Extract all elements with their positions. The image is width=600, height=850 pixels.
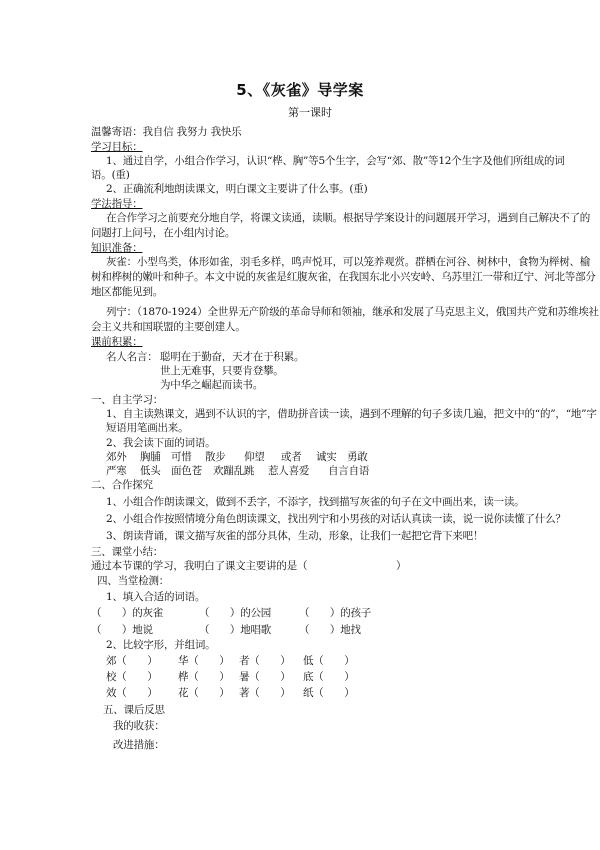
compare-item: 纸（ ）: [303, 687, 355, 699]
word-item: 面色苍: [171, 465, 202, 477]
reflection-improve: 改进措施：: [113, 739, 165, 751]
section1-line-1: 1、自主读熟课文，遇到不认识的字，借助拼音读一读，遇到不理解的句子多读几遍，把文中的“的”，“地”字: [106, 408, 597, 420]
section2-item-2: 2、小组合作按照情境分角色朗读课文，找出列宁和小男孩的对话认真读一读，说一说你读懂了什么？: [106, 513, 566, 525]
word-item: 惹人喜爱: [268, 465, 310, 477]
fill-blank-item: （ ）的公园: [199, 607, 272, 619]
objective-line-1: 1、通过自学，小组合作学习，认识“桦、胸”等5个生字，会写“郊、散”等12个生字及他们所组成的词: [106, 155, 565, 167]
quote-1: 聪明在于勤奋，天才在于积累。: [160, 351, 305, 363]
section1-line-1b: 短语用笔画出来。: [106, 422, 189, 434]
word-item: 郊外: [106, 451, 127, 463]
fill-question: 1、填入合适的词语。: [106, 591, 206, 603]
compare-item: 暑（ ）: [239, 671, 291, 683]
motto-line: 温馨寄语：我自信 我努力 我快乐: [91, 126, 242, 138]
knowledge-line-5: 会主义共和国联盟的主要创建人。: [91, 321, 246, 333]
section4-heading: 四、当堂检测：: [97, 575, 170, 587]
word-item: 或者: [281, 451, 302, 463]
word-item: 欢蹦乱跳: [213, 465, 255, 477]
word-item: 胸脯: [140, 451, 161, 463]
word-item: 可惜: [171, 451, 192, 463]
section2-heading: 二、合作探究: [91, 479, 153, 491]
knowledge-line-1: 灰雀：小型鸟类，体形如雀，羽毛多样，鸣声悦耳，可以笼养观赏。群栖在河谷、树林中，食物为榉树、榆: [106, 256, 591, 268]
compare-item: 效（ ）: [106, 687, 158, 699]
compare-item: 华（ ）: [178, 655, 230, 667]
section3-heading: 三、课堂小结：: [91, 546, 164, 558]
section1-heading: 一、自主学习：: [91, 394, 164, 406]
compare-item: 校（ ）: [106, 671, 158, 683]
objective-line-2: 2、正确流利地朗读课文，明白课文主要讲了什么事。(重): [106, 183, 368, 195]
knowledge-line-2: 树和桦树的嫩叶和种子。本文中说的灰雀是红腹灰雀，在我国东北小兴安岭、乌苏里江一带和辽宁、河北等部分: [91, 271, 596, 283]
word-item: 诚实: [316, 451, 337, 463]
fill-blank-item: （ ）的孩子: [299, 607, 372, 619]
word-item: 勇敢: [347, 451, 368, 463]
knowledge-heading: 知识准备：: [91, 242, 143, 254]
word-item: 严寒: [106, 465, 127, 477]
word-item: 散步: [205, 451, 226, 463]
section5-heading: 五、课后反思: [103, 704, 165, 716]
extension-heading: 课前积累：: [91, 336, 143, 348]
lesson-subtitle: 第一课时: [288, 106, 332, 119]
compare-item: 桦（ ）: [178, 671, 230, 683]
compare-item: 花（ ）: [178, 687, 230, 699]
quote-2: 世上无难事，只要肯登攀。: [160, 365, 284, 377]
guidance-line-2: 问题打上问号，在小组内讨论。: [91, 227, 236, 239]
knowledge-line-4: 列宁：（1870-1924）全世界无产阶级的革命导师和领袖，继承和发展了马克思主义，俄国共产党和苏维埃社: [106, 306, 599, 318]
objective-line-1b: 语。(重): [91, 169, 130, 181]
fill-blank-item: （ ）地唱歌: [199, 624, 272, 636]
quote-label: 名人名言：: [106, 351, 158, 363]
word-item: 仰望: [244, 451, 265, 463]
summary-close-paren: ）: [396, 560, 407, 572]
section2-item-3: 3、朗读背诵，课文描写灰雀的部分具体，生动，形象，让我们一起把它背下来吧！: [106, 530, 484, 542]
fill-blank-item: （ ）地找: [299, 624, 361, 636]
guidance-heading: 学法指导：: [91, 198, 143, 210]
knowledge-line-3: 地区都能见到。: [91, 286, 164, 298]
compare-item: 者（ ）: [239, 655, 291, 667]
section1-line-2: 2、我会读下面的词语。: [106, 437, 216, 449]
page-title: 5、《灰雀》导学案: [236, 81, 364, 99]
word-item: 自言自语: [328, 465, 370, 477]
quote-3: 为中华之崛起而读书。: [160, 379, 263, 391]
reflection-gain: 我的收获：: [113, 720, 165, 732]
fill-blank-item: （ ）地说: [91, 624, 153, 636]
fill-blank-item: （ ）的灰雀: [91, 607, 164, 619]
summary-line: 通过本节课的学习，我明白了课文主要讲的是（: [91, 560, 308, 572]
guidance-line-1: 在合作学习之前要充分地自学，将课文读通，读顺。根据导学案设计的问题展开学习，遇到自己解决不了的: [106, 212, 591, 224]
compare-item: 低（ ）: [303, 655, 355, 667]
compare-item: 底（ ）: [303, 671, 355, 683]
compare-item: 郊（ ）: [106, 655, 158, 667]
compare-item: 著（ ）: [239, 687, 291, 699]
section2-item-1: 1、小组合作朗读课文，做到不丢字，不添字，找到描写灰雀的句子在文中画出来，读一读。: [106, 496, 525, 508]
compare-question: 2、比较字形，并组词。: [106, 639, 216, 651]
objectives-heading: 学习目标：: [91, 141, 143, 153]
word-item: 低头: [140, 465, 161, 477]
